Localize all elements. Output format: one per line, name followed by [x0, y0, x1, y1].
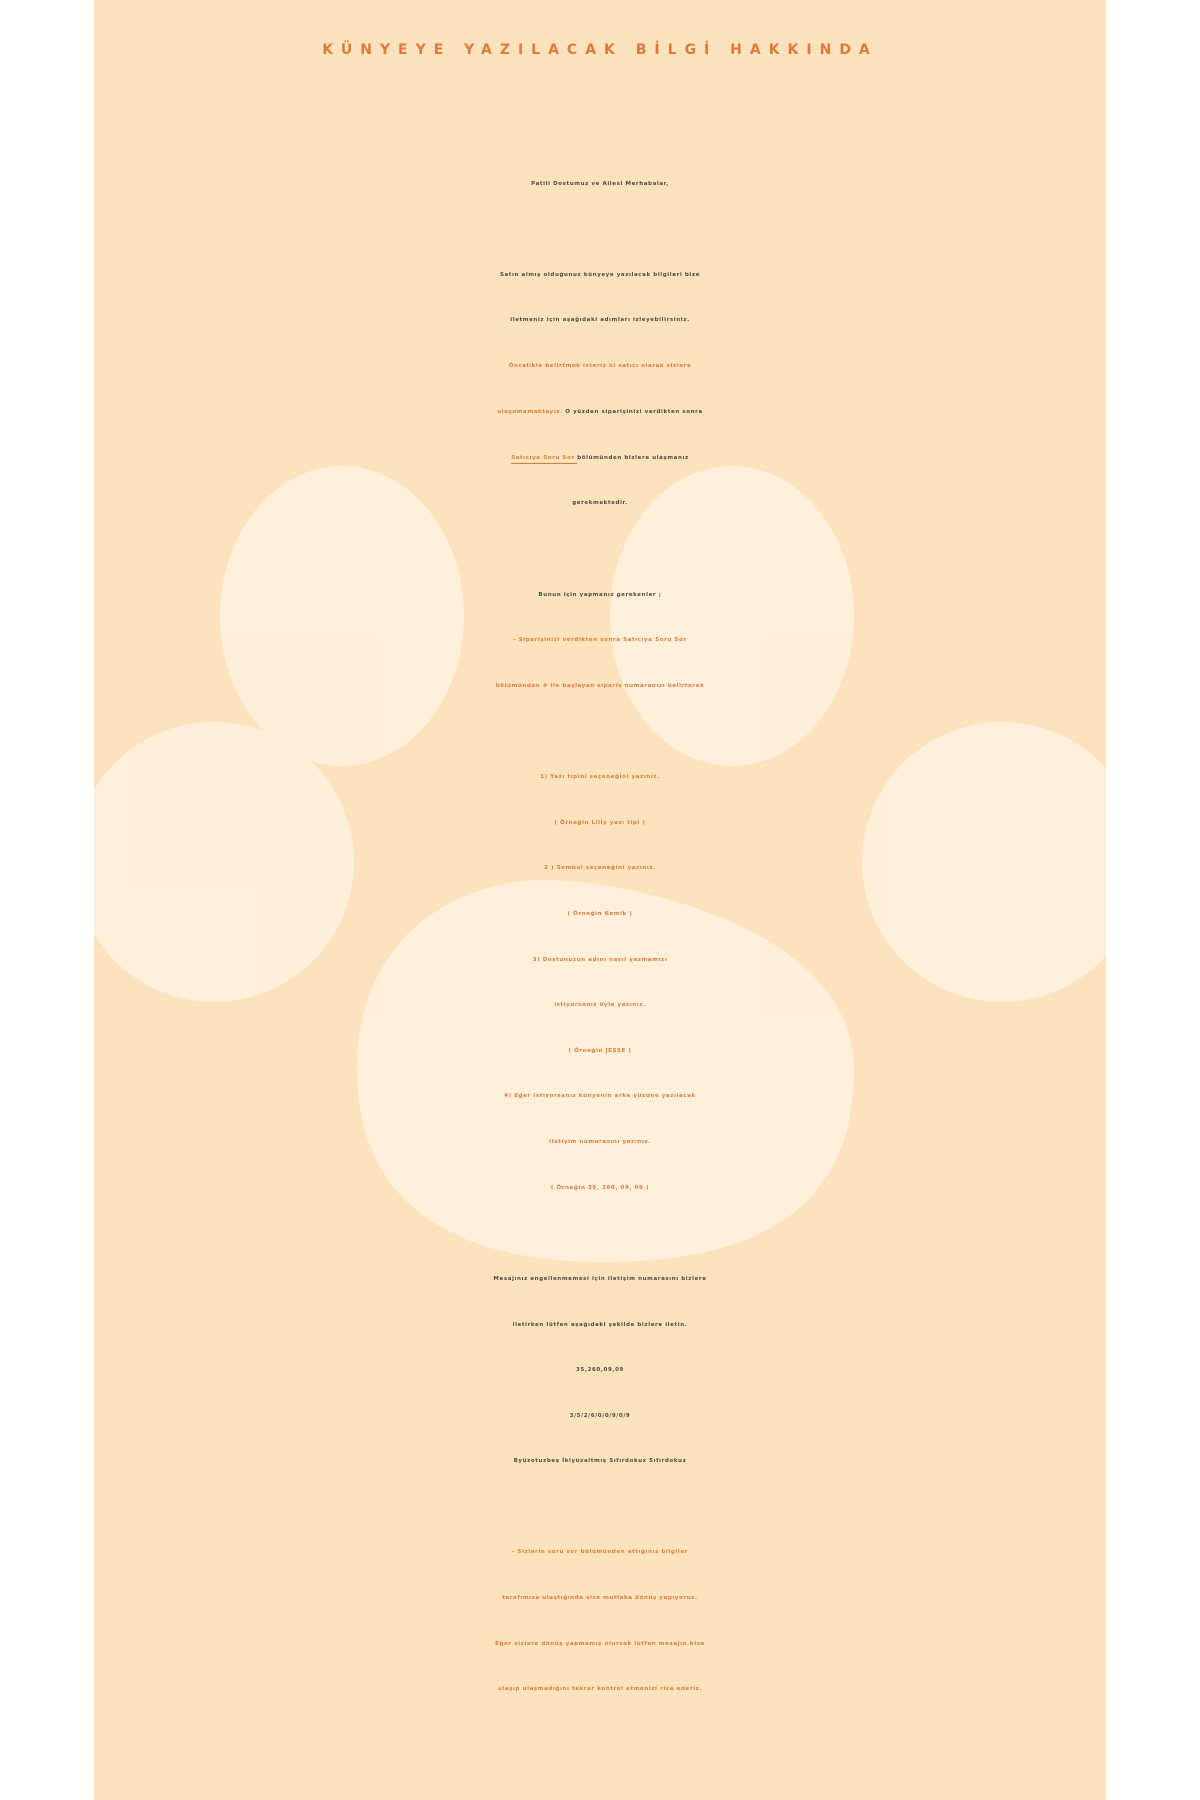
intro-line-4	[94, 392, 1106, 432]
step-line: 2 ) Sembol seçeneğini yazınız.	[544, 865, 656, 871]
greeting: Patili Dostumuz ve Ailesi Merhabalar,	[531, 181, 669, 187]
intro-line-4-highlight: ulaşamamaktayız.	[497, 409, 563, 415]
warning-example-3: Byüzotuzbeş İkiyüzaltmış Sıfırdokuz Sıfırdokuz	[513, 1458, 687, 1464]
closing-line: Eğer sizlere dönüş yapmamış olursak lütfen mesajın bize	[495, 1641, 705, 1647]
step-line: 4) Eğer istiyorsanız künyenin arka yüzüne yazılacak	[504, 1093, 696, 1099]
page-title: KÜNYEYE YAZILACAK BİLGİ HAKKINDA	[322, 42, 878, 58]
warning-line-2: iletirken lütfen aşağıdaki şekilde bizlere iletin.	[512, 1322, 688, 1328]
content	[94, 0, 1106, 1800]
satici-soru-sor-link[interactable]: Satıcıya Soru Sor	[511, 455, 578, 461]
requirements-heading: Bunun için yapmanız gerekenler ;	[538, 592, 662, 598]
step-line: istiyorsanız öyle yazınız.	[554, 1002, 646, 1008]
intro-line-2: iletmeniz için aşağıdaki adımları izleyebilirsiniz.	[510, 317, 690, 323]
intro-line-3: Öncelikle belirtmek isteriz ki satıcı olarak sizlere	[508, 363, 692, 369]
step-line: 1) Yazı tipini seçeneğini yazınız.	[540, 774, 660, 780]
warning-example-2: 3/5/2/6/0/0/9/0/9	[569, 1413, 631, 1419]
warning-line-1: Mesajınız engellenmemesi için iletişim numarasını bizlere	[493, 1276, 707, 1282]
step-line: ( Örneğin 35, 260, 09, 09 )	[550, 1185, 650, 1191]
intro-line-5	[94, 438, 1106, 478]
closing-line: ulaşıp ulaşmadığını tekrar kontrol etmenizi rica ederiz.	[497, 1686, 703, 1692]
step-line: 3) Dostunuzun adını nasıl yazmamızı	[532, 957, 668, 963]
intro-line-1: Satın almış olduğunuz künyeye yazılacak bilgileri bize	[499, 272, 701, 278]
step-line: iletişim numarasını yazınız.	[549, 1139, 651, 1145]
intro-line-6: gerekmektedir.	[572, 500, 628, 506]
step-line: ( Örneğin Lilly yazı tipi )	[554, 820, 646, 826]
intro-line-4-text: O yüzden siparişinizi verdikten sonra	[562, 409, 703, 415]
closing-line: tarafımıza ulaştığında size mutlaka dönüş yapıyoruz.	[502, 1595, 698, 1601]
info-card	[94, 0, 1106, 1800]
requirements-line-1: - Siparişinizi verdikten sonra Satıcıya Soru Sor	[513, 637, 687, 643]
closing-line: - Sizlerin soru sor bölümünden attığınız bilgiler	[512, 1549, 688, 1555]
intro-line-5-text: bölümünden bizlere ulaşmanız	[577, 455, 689, 461]
step-line: ( Örneğin Kemik )	[567, 911, 633, 917]
step-line: ( Örneğin JESSE )	[568, 1048, 632, 1054]
requirements-line-2: bölümünden # ile başlayan sipariş numaranızı belirterek	[495, 683, 705, 689]
warning-example-1: 35,260,09,09	[576, 1367, 624, 1373]
